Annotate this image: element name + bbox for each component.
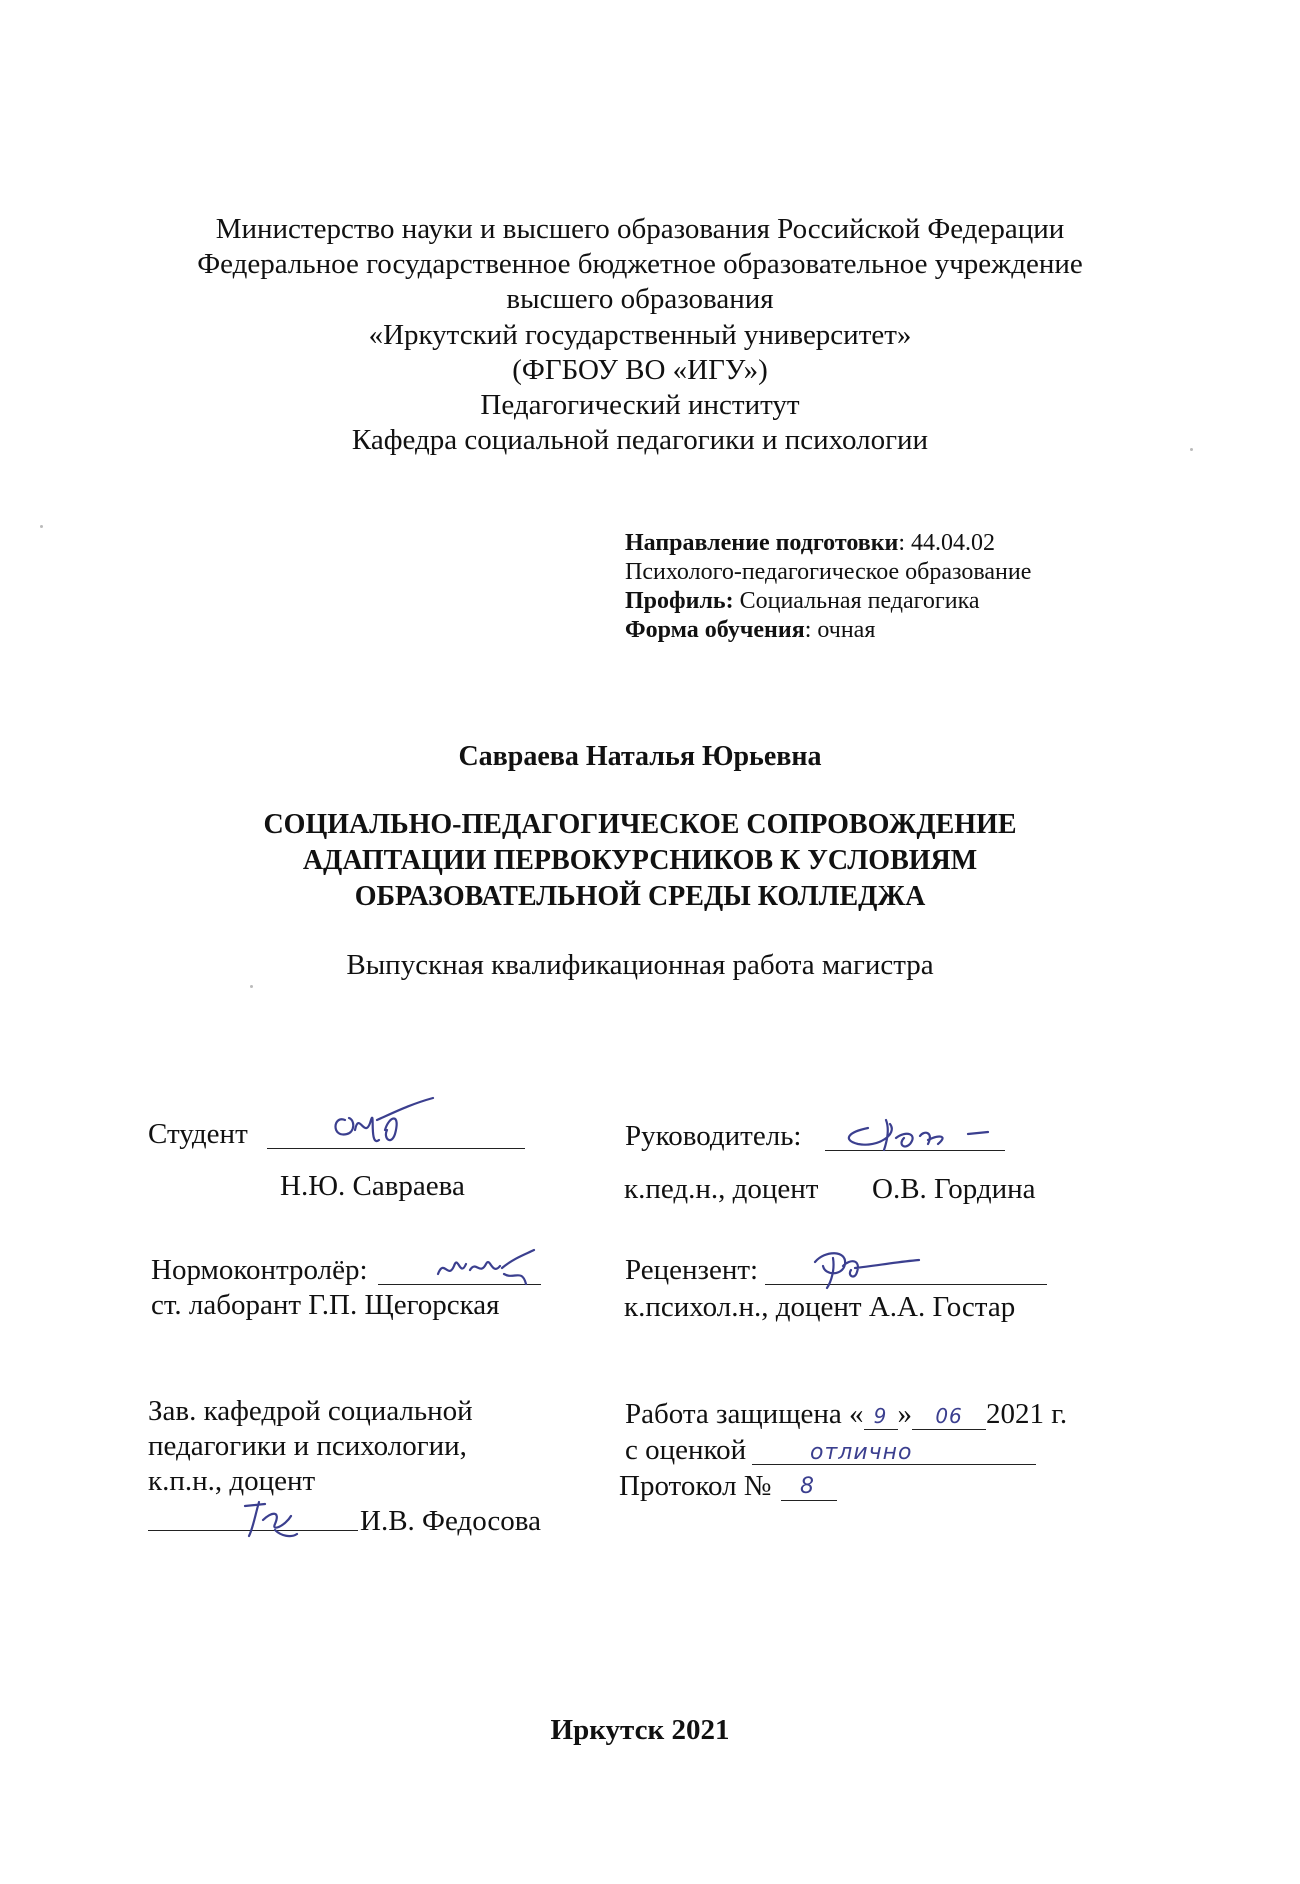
head-signature	[235, 1486, 305, 1546]
defense-month: 06	[935, 1404, 963, 1428]
university-name: «Иркутский государственный университет»	[368, 319, 912, 351]
defense-day: 9	[873, 1404, 888, 1428]
reviewer-label: Рецензент:	[625, 1254, 759, 1286]
normcontrol-label: Нормоконтролёр:	[151, 1254, 368, 1286]
thesis-title-line-1: СОЦИАЛЬНО-ПЕДАГОГИЧЕСКОЕ СОПРОВОЖДЕНИЕ	[263, 809, 1017, 840]
reviewer-name: к.психол.н., доцент А.А. Гостар	[624, 1291, 1016, 1323]
protocol-number: 8	[800, 1474, 815, 1499]
city-year: Иркутск 2021	[550, 1714, 730, 1746]
ministry-line: Министерство науки и высшего образования Российской Федерации	[215, 213, 1065, 245]
direction-label: Направление подготовки	[625, 530, 899, 556]
protocol-label: Протокол №	[619, 1470, 772, 1502]
head-title-line-3: к.п.н., доцент	[148, 1465, 316, 1497]
supervisor-signature	[828, 1100, 1008, 1160]
direction-name: Психолого-педагогическое образование	[625, 559, 1032, 585]
defense-label: Работа защищена «	[625, 1398, 864, 1430]
normcontrol-name: ст. лаборант Г.П. Щегорская	[151, 1289, 500, 1321]
supervisor-label: Руководитель:	[625, 1120, 802, 1152]
direction-value: : 44.04.02	[898, 530, 996, 556]
student-label: Студент	[148, 1118, 248, 1150]
author-name: Савраева Наталья Юрьевна	[458, 741, 822, 772]
institute-name: Педагогический институт	[480, 389, 800, 421]
protocol-line	[781, 1500, 837, 1501]
profile-label: Профиль:	[625, 588, 734, 614]
normcontrol-signature	[430, 1240, 540, 1290]
scan-speck	[250, 985, 253, 988]
profile-line	[625, 586, 980, 616]
grade-label: с оценкой	[625, 1434, 747, 1466]
form-line	[625, 615, 875, 645]
scan-speck	[40, 525, 43, 528]
defense-year: 2021 г.	[986, 1398, 1068, 1430]
head-name: И.В. Федосова	[360, 1505, 541, 1537]
defense-quote-close: »	[897, 1398, 913, 1430]
defense-month-field	[912, 1401, 986, 1430]
student-name: Н.Ю. Савраева	[280, 1170, 465, 1202]
defense-day-field	[864, 1401, 898, 1430]
student-signature	[325, 1090, 445, 1160]
thesis-title-line-3: ОБРАЗОВАТЕЛЬНОЙ СРЕДЫ КОЛЛЕДЖА	[354, 881, 926, 912]
grade-value: отлично	[810, 1440, 913, 1465]
head-title-line-2: педагогики и психологии,	[148, 1430, 467, 1462]
university-abbreviation: (ФГБОУ ВО «ИГУ»)	[512, 354, 768, 386]
thesis-title-line-2: АДАПТАЦИИ ПЕРВОКУРСНИКОВ К УСЛОВИЯМ	[302, 845, 978, 876]
institution-type-line-2: высшего образования	[506, 283, 774, 315]
head-title-line-1: Зав. кафедрой социальной	[148, 1395, 473, 1427]
institution-type-line: Федеральное государственное бюджетное образовательное учреждение	[197, 248, 1083, 280]
scan-speck	[1190, 448, 1193, 451]
defense-date-line	[625, 1397, 1067, 1431]
work-type: Выпускная квалификационная работа магистра	[346, 949, 934, 981]
form-value: : очная	[804, 617, 876, 643]
department-name: Кафедра социальной педагогики и психологии	[351, 424, 929, 456]
form-label: Форма обучения	[625, 617, 805, 643]
direction-line	[625, 528, 995, 558]
reviewer-signature	[795, 1238, 925, 1293]
profile-value: Социальная педагогика	[733, 588, 980, 614]
supervisor-degree: к.пед.н., доцент	[624, 1173, 819, 1205]
supervisor-name: О.В. Гордина	[872, 1173, 1036, 1205]
